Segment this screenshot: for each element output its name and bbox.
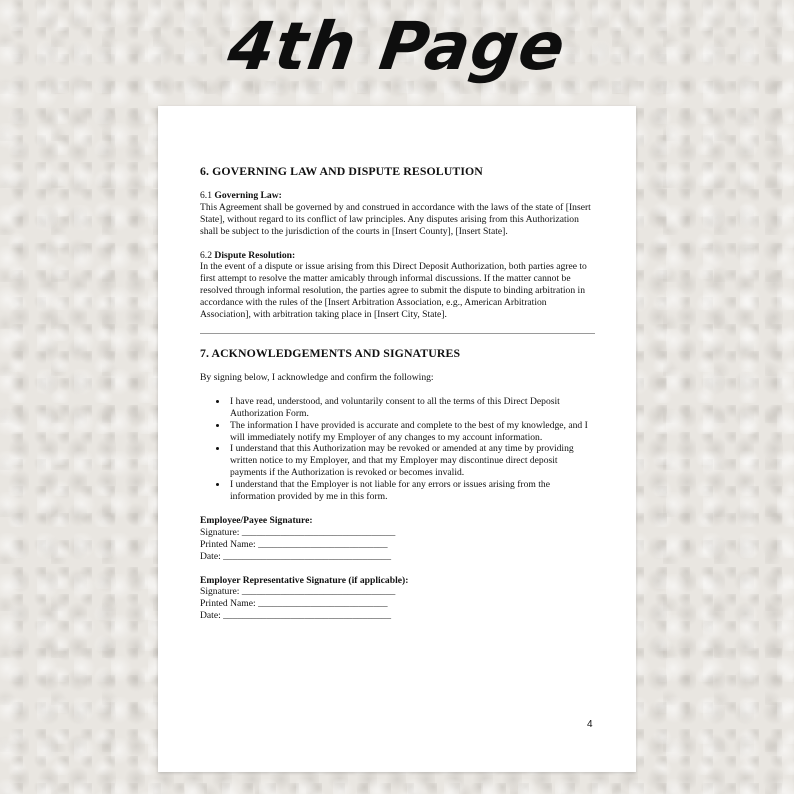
page-number: 4 [587,719,593,730]
subsection-6-2 [200,250,595,321]
employer-signature-heading: Employer Representative Signature (if applicable): [200,574,409,586]
subsection-6-1-body: This Agreement shall be governed by and construed in accordance with the laws of the state of [Insert State], without regard to its conflict of law principles. Any disputes arising from this Authorization shall be subject to the jurisdiction of the courts in [Insert County], [Insert State]. [200,201,591,237]
employee-printed-name-line: Printed Name: ___________________________ [200,538,388,550]
subsection-6-1 [200,190,595,238]
employer-date-line: Date: ___________________________________ [200,610,392,622]
subsection-6-1-title: Governing Law: [214,189,282,201]
subsection-6-2-body: In the event of a dispute or issue arising from this Direct Deposit Authorization, both parties agree to first attempt to resolve the matter amicably through informal discussions. If the matter cannot be resolved through informal resolution, the parties agree to submit the dispute to binding arbitration in accordance with the rules of the [Insert Arbitration Association, e.g., American Arbitration Association], with arbitration taking place in [Insert City, State]. [200,261,587,321]
document-content [200,166,595,622]
subsection-6-1-heading [200,190,595,202]
list-item: • I understand that this Authorization may be revoked or amended at any time by providing written notice to my Employer, and that my Employer may discontinue direct deposit payments if the Authorization is revoked or becomes invalid. [228,443,595,479]
section-divider [200,333,595,334]
list-item: • I have read, understood, and voluntarily consent to all the terms of this Direct Deposit Authorization Form. [228,396,595,420]
list-item: • The information I have provided is accurate and complete to the best of my knowledge, and I will immediately notify my Employer of any changes to my account information. [228,420,595,444]
list-item: • I understand that the Employer is not liable for any errors or issues arising from the information provided by me in this form. [228,479,595,503]
employer-signature-block [200,575,595,623]
page-banner-title: 4th Page [223,8,571,85]
subsection-6-2-number: 6.2 [200,249,212,261]
subsection-6-2-heading [200,250,595,262]
acknowledgement-intro: By signing below, I acknowledge and confirm the following: [200,371,434,383]
acknowledgement-list [200,396,595,503]
employer-printed-name-line: Printed Name: ___________________________ [200,598,388,610]
employee-signature-heading: Employee/Payee Signature: [200,514,313,526]
employee-date-line: Date: ___________________________________ [200,550,392,562]
section-7-heading: 7. ACKNOWLEDGEMENTS AND SIGNATURES [200,345,461,360]
section-6-heading: 6. GOVERNING LAW AND DISPUTE RESOLUTION [200,164,483,178]
employer-signature-line: Signature: ________________________________ [200,586,396,598]
document-page [158,106,636,772]
subsection-6-1-number: 6.1 [200,189,212,201]
employee-signature-block [200,515,595,563]
subsection-6-2-title: Dispute Resolution: [214,249,296,261]
employee-signature-line: Signature: ________________________________ [200,526,396,538]
